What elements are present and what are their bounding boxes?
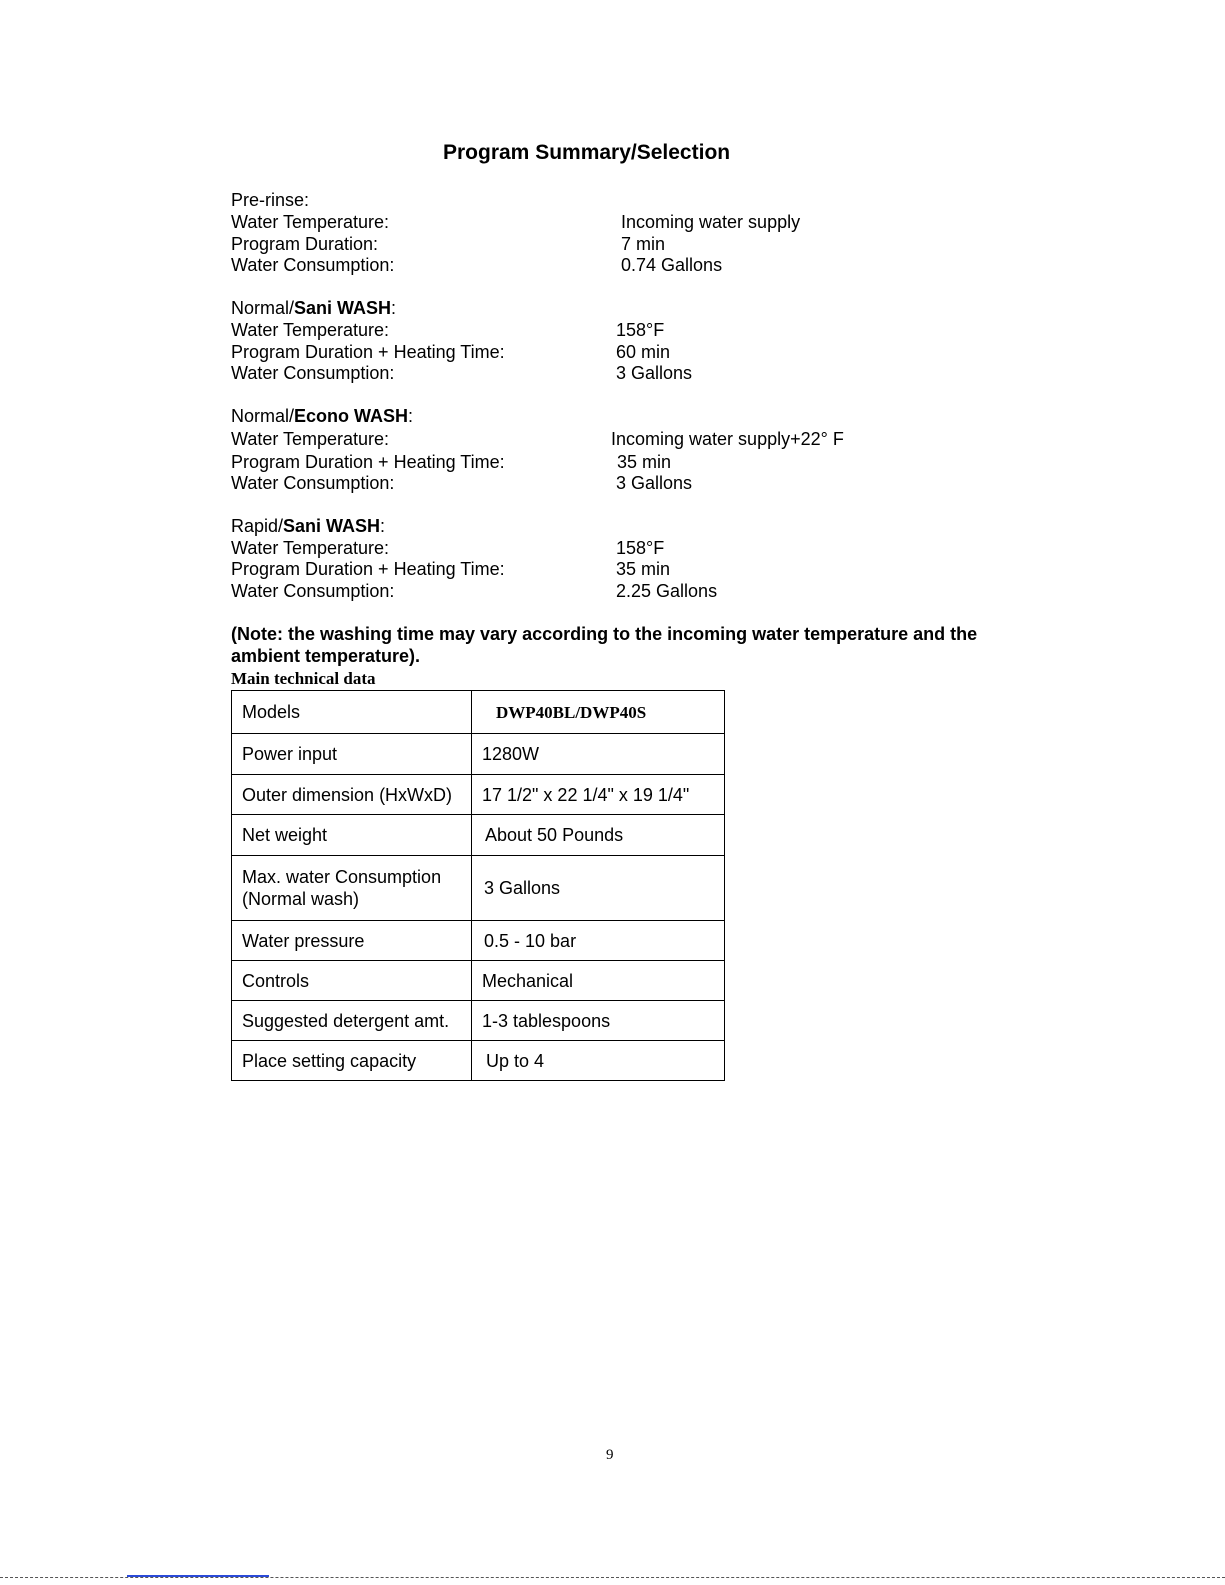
table-row <box>232 1041 725 1081</box>
row-value: 158°F <box>616 320 665 340</box>
row-value: 0.74 Gallons <box>621 255 723 275</box>
row-label: Water Consumption: <box>231 363 395 383</box>
table-row <box>232 961 725 1001</box>
row-label: Program Duration + Heating Time: <box>231 342 505 362</box>
spec-label: Controls <box>232 961 472 1001</box>
row-label: Program Duration + Heating Time: <box>231 452 505 472</box>
row-value: 158°F <box>616 538 665 558</box>
row-value: 35 min <box>616 559 671 579</box>
footer-link-rule <box>127 1575 269 1577</box>
table-row <box>232 691 725 734</box>
spec-value <box>472 691 725 734</box>
page-title: Program Summary/Selection <box>443 141 731 164</box>
model-value: DWP40BL/DWP40S <box>496 702 647 722</box>
table-row <box>232 775 725 815</box>
table-row <box>232 815 725 856</box>
row-label: Water Temperature: <box>231 320 390 340</box>
spec-label: Net weight <box>232 815 472 856</box>
row-value: 7 min <box>621 234 666 254</box>
row-label: Water Temperature: <box>231 212 390 232</box>
row-value: 2.25 Gallons <box>616 581 718 601</box>
note-line-2: ambient temperature). <box>231 646 421 666</box>
row-label: Water Consumption: <box>231 473 395 493</box>
spec-table <box>231 690 725 1081</box>
net-weight-value: About 50 Pounds <box>485 825 624 845</box>
capacity-value: Up to 4 <box>486 1050 545 1071</box>
spec-value: Mechanical <box>472 961 725 1001</box>
row-value: 35 min <box>617 452 672 472</box>
row-value: 3 Gallons <box>616 473 693 493</box>
section-header-normal-econo: Normal/Econo WASH: <box>231 406 414 426</box>
row-label: Water Temperature: <box>231 538 390 558</box>
water-pressure-value: 0.5 - 10 bar <box>484 930 577 951</box>
spec-label: Models <box>232 691 472 734</box>
table-row <box>232 734 725 775</box>
spec-label: Place setting capacity <box>232 1041 472 1081</box>
row-label: Program Duration: <box>231 234 379 254</box>
note-line-1: (Note: the washing time may vary according to the incoming water temperature and the <box>231 624 978 644</box>
row-value: 60 min <box>616 342 671 362</box>
row-label: Water Consumption: <box>231 255 395 275</box>
section-header-rapid-sani: Rapid/Sani WASH: <box>231 516 386 536</box>
table-row <box>232 856 725 921</box>
spec-label: Max. water Consumption (Normal wash) <box>232 856 472 921</box>
row-value: 3 Gallons <box>616 363 693 383</box>
row-label: Water Consumption: <box>231 581 395 601</box>
spec-value: 1-3 tablespoons <box>472 1001 725 1041</box>
row-value: Incoming water supply+22° F <box>611 429 844 449</box>
spec-value: 17 1/2" x 22 1/4" x 19 1/4" <box>472 775 725 815</box>
spec-value: 1280W <box>472 734 725 775</box>
table-title: Main technical data <box>231 669 376 688</box>
footer-rule <box>0 1577 1225 1578</box>
spec-label: Power input <box>232 734 472 775</box>
spec-label: Suggested detergent amt. <box>232 1001 472 1041</box>
max-water-value: 3 Gallons <box>484 878 561 898</box>
section-header-prerinse: Pre-rinse: <box>231 190 310 210</box>
row-label: Water Temperature: <box>231 429 390 449</box>
table-row <box>232 921 725 961</box>
spec-value <box>472 1041 725 1081</box>
spec-label: Outer dimension (HxWxD) <box>232 775 472 815</box>
page-number: 9 <box>606 1447 614 1463</box>
row-value: Incoming water supply <box>621 212 801 232</box>
row-label: Program Duration + Heating Time: <box>231 559 505 579</box>
spec-value <box>472 856 725 921</box>
spec-value <box>472 815 725 856</box>
spec-value <box>472 921 725 961</box>
table-row <box>232 1001 725 1041</box>
section-header-normal-sani: Normal/Sani WASH: <box>231 298 397 318</box>
spec-label: Water pressure <box>232 921 472 961</box>
